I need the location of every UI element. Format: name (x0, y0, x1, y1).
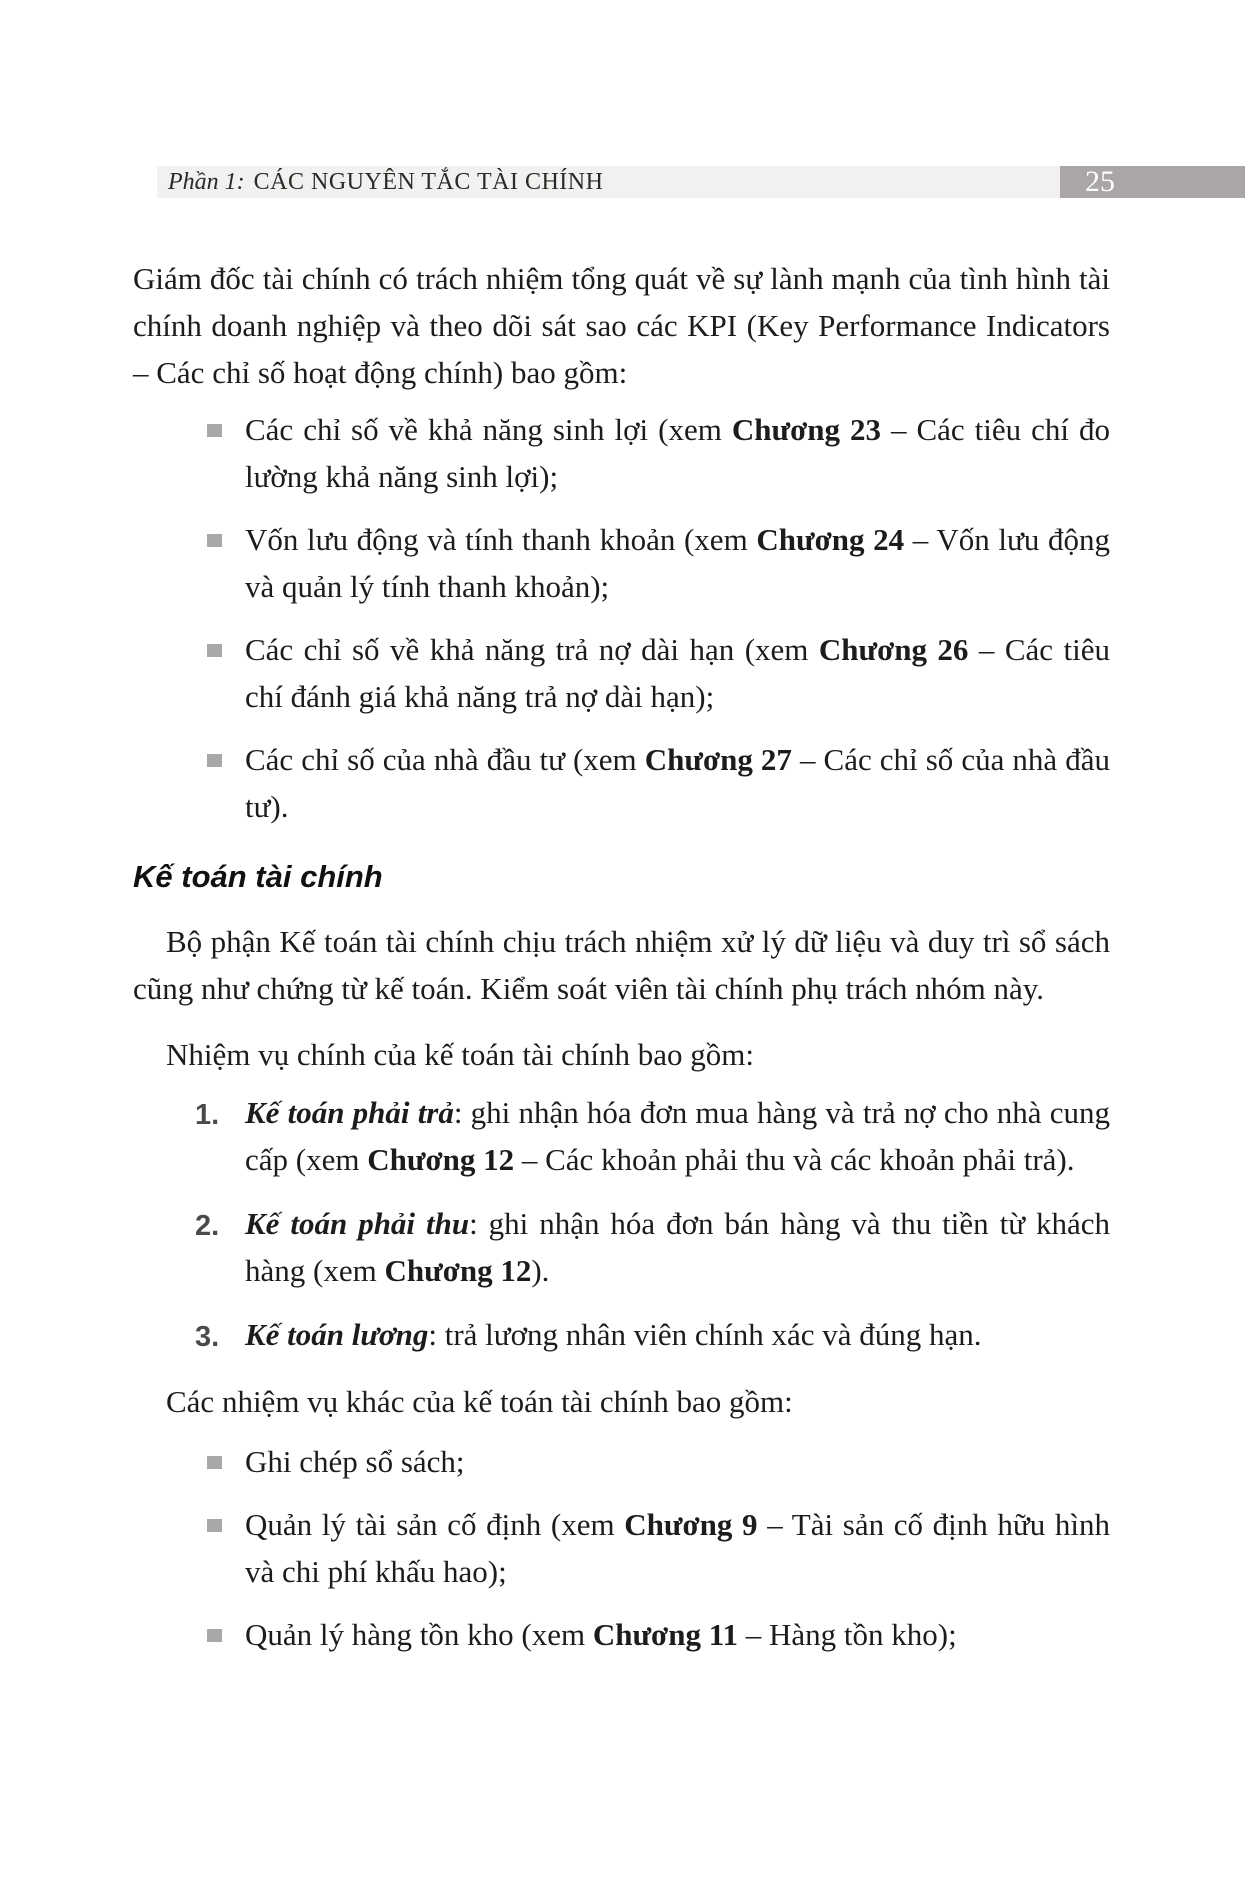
square-bullet-icon (207, 534, 222, 547)
list-item-text: Các chỉ số của nhà đầu tư (xem Chương 27 – Các chỉ số của nhà đầu tư). (245, 742, 1111, 824)
numbered-task-list (133, 1089, 1110, 1361)
tasks-intro-paragraph: Nhiệm vụ chính của kế toán tài chính bao gồm: (166, 1037, 754, 1072)
list-item-number: 2. (195, 1210, 220, 1242)
square-bullet-icon (207, 1519, 222, 1532)
page-number: 25 (1085, 165, 1115, 198)
square-bullet-icon (207, 1629, 222, 1642)
part-title: CÁC NGUYÊN TẮC TÀI CHÍNH (253, 168, 604, 195)
other-bullet-list (133, 1438, 1110, 1658)
list-item-text: Quản lý hàng tồn kho (xem Chương 11 – Hàng tồn kho); (245, 1617, 957, 1652)
list-item-number: 1. (195, 1099, 220, 1131)
list-item-text: Các chỉ số về khả năng sinh lợi (xem Chương 23 – Các tiêu chí đo lường khả năng sinh lợi); (245, 412, 1111, 494)
square-bullet-icon (207, 424, 222, 437)
intro-paragraph: Giám đốc tài chính có trách nhiệm tổng quát về sự lành mạnh của tình hình tài chính doanh nghiệp và theo dõi sát sao các KPI (Key Performance Indicators – Các chỉ số hoạt động chính) bao gồm: (133, 261, 1110, 390)
page-content (133, 255, 1110, 1658)
list-item (207, 1438, 1110, 1485)
section-heading: Kế toán tài chính (133, 859, 383, 894)
list-item-text: Quản lý tài sản cố định (xem Chương 9 – Tài sản cố định hữu hình và chi phí khấu hao); (245, 1507, 1111, 1589)
list-item (207, 1611, 1110, 1658)
list-item (207, 516, 1110, 610)
list-item (207, 626, 1110, 720)
list-item (207, 736, 1110, 830)
list-item (207, 406, 1110, 500)
square-bullet-icon (207, 644, 222, 657)
kpi-bullet-list (133, 406, 1110, 830)
dept-paragraph: Bộ phận Kế toán tài chính chịu trách nhiệm xử lý dữ liệu và duy trì sổ sách cũng như chứng từ kế toán. Kiểm soát viên tài chính phụ trách nhóm này. (133, 924, 1110, 1006)
list-item-text: Kế toán lương: trả lương nhân viên chính xác và đúng hạn. (245, 1317, 982, 1352)
list-item (207, 1501, 1110, 1595)
square-bullet-icon (207, 1456, 222, 1469)
numbered-list-item (195, 1311, 1110, 1361)
numbered-list-item (195, 1200, 1110, 1294)
running-header (157, 166, 1245, 198)
list-item-number: 3. (195, 1321, 220, 1353)
part-label: Phần 1: (168, 168, 245, 195)
list-item-text: Kế toán phải thu: ghi nhận hóa đơn bán hàng và thu tiền từ khách hàng (xem Chương 12). (245, 1206, 1110, 1288)
numbered-list-item (195, 1089, 1110, 1183)
list-item-text: Kế toán phải trả: ghi nhận hóa đơn mua hàng và trả nợ cho nhà cung cấp (xem Chương 12 – Các khoản phải thu và các khoản phải trả). (245, 1095, 1110, 1177)
list-item-text: Vốn lưu động và tính thanh khoản (xem Chương 24 – Vốn lưu động và quản lý tính thanh khoản); (245, 522, 1110, 604)
page-number-box (1060, 166, 1245, 198)
square-bullet-icon (207, 754, 222, 767)
header-bar (157, 166, 1060, 198)
list-item-text: Ghi chép sổ sách; (245, 1444, 465, 1479)
other-tasks-intro-paragraph: Các nhiệm vụ khác của kế toán tài chính bao gồm: (166, 1384, 793, 1419)
list-item-text: Các chỉ số về khả năng trả nợ dài hạn (xem Chương 26 – Các tiêu chí đánh giá khả năng trả nợ dài hạn); (245, 632, 1110, 714)
